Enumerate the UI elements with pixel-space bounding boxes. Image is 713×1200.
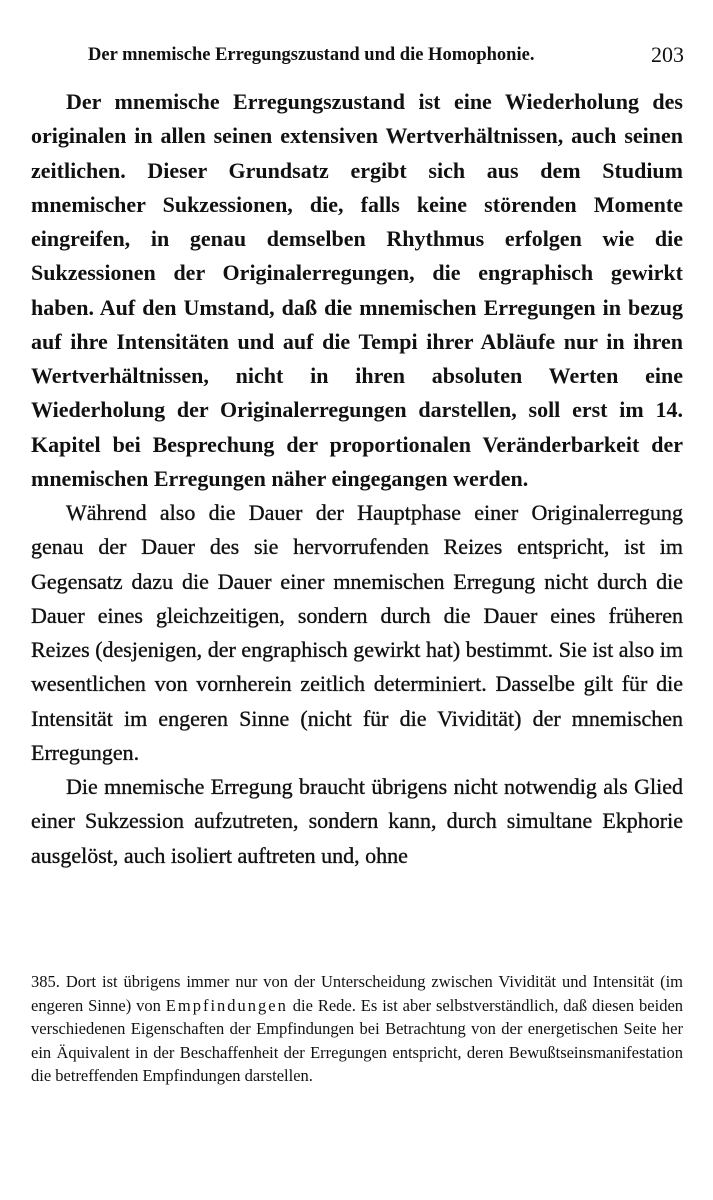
footnote	[31, 970, 683, 1088]
paragraph-2: Während also die Dauer der Hauptphase einer Originalerregung genau der Dauer des sie hervorrufenden Reizes entspricht, ist im Gegensatz dazu die Dauer einer mnemischen Erregung nicht durch die Dauer eines gleichzeitigen, sondern durch die Dauer eines früheren Reizes (desjenigen, der engraphisch gewirkt hat) bestimmt. Sie ist also im wesentlichen von vornherein zeitlich determiniert. Dasselbe gilt für die Intensität im engeren Sinne (nicht für die Vividität) der mnemischen Erregungen.	[31, 500, 683, 765]
paragraph-3: Die mnemische Erregung braucht übrigens nicht notwendig als Glied einer Sukzession aufzutreten, sondern kann, durch simultane Ekphorie ausgelöst, auch isoliert auftreten und, ohne	[31, 774, 683, 868]
running-head	[88, 38, 684, 72]
footnote-text-after: die Rede. Es ist aber selbstverständlich, daß diesen beiden verschiedenen Eigenschaften der Empfindungen bei Betrachtung von der energetischen Seite her ein Äquivalent in der Beschaffenheit der Erregungen entspricht, deren Bewußtseinsmanifestation die betreffenden Empfindungen darstellen.	[31, 995, 684, 1085]
footnote-number: 385.	[31, 972, 60, 991]
footnote-paragraph	[31, 970, 683, 1088]
main-text	[31, 85, 683, 873]
footnote-text-before: Dort ist übrigens immer nur von der Unterscheidung zwischen Vividität und Intensität (im engeren Sinne) von	[31, 972, 684, 1015]
running-title: Der mnemische Erregungszustand und die Homophonie.	[88, 45, 535, 65]
paragraph-1: Der mnemische Erregungszustand ist eine Wiederholung des originalen in allen seinen extensiven Wertverhältnissen, auch seinen zeitlichen. Dieser Grundsatz ergibt sich aus dem Studium mnemischer Sukzessionen, die, falls keine störenden Momente eingreifen, in genau demselben Rhythmus erfolgen wie die Sukzessionen der Originalerregungen, die engraphisch gewirkt haben. Auf den Umstand, daß die mnemischen Erregungen in bezug auf ihre Intensitäten und auf die Tempi ihrer Abläufe nur in ihren Wertverhältnissen, nicht in ihren absoluten Werten eine Wiederholung der Originalerregungen darstellen, soll erst im 14. Kapitel bei Besprechung der proportionalen Veränderbarkeit der mnemischen Erregungen näher eingegangen werden.	[31, 89, 683, 491]
footnote-spaced-word: Empfindungen	[165, 995, 288, 1015]
page-number: 203	[651, 42, 684, 67]
